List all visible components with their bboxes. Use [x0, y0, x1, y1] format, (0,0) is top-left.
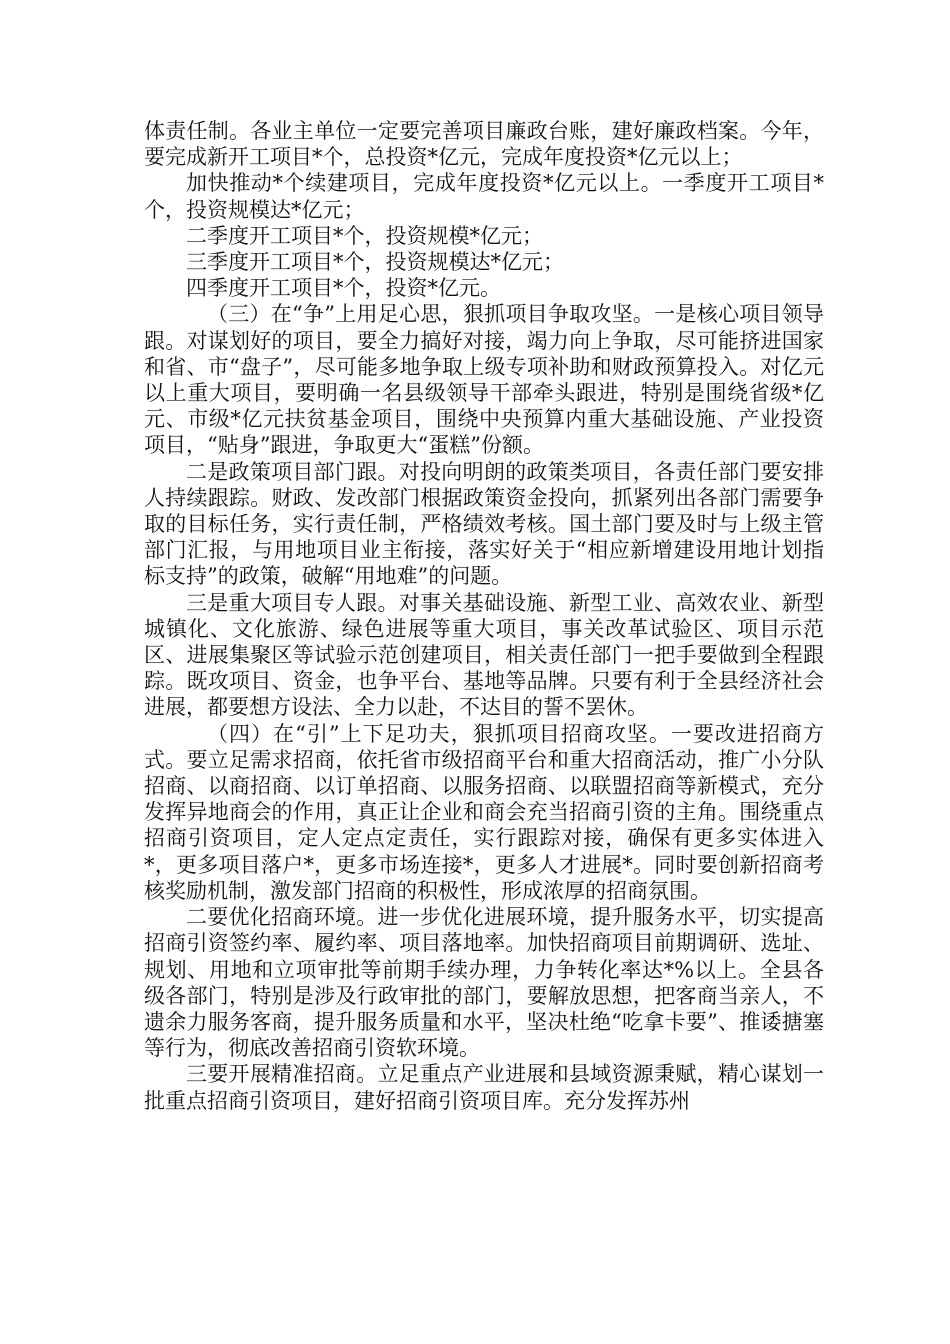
paragraph-policy-projects: 二是政策项目部门跟。对投向明朗的政策类项目，各责任部门要安排人持续跟踪。财政、发改部门根据政策资金投向，抓紧列出各部门需要争取的目标任务，实行责任制，严格绩效考核。国土部门要及时与上级主管部门汇报，与用地项目业主衔接，落实好关于“相应新增建设用地计划指标支持”的政策，破解“用地难”的问题。 [144, 459, 824, 589]
paragraph-q4-projects: 四季度开工项目*个，投资*亿元。 [186, 276, 501, 301]
paragraph-q2-projects: 二季度开工项目*个，投资规模*亿元； [186, 223, 543, 248]
paragraph-investment-environment: 二要优化招商环境。进一步优化进展环境，提升服务水平，切实提高招商引资签约率、履约率、项目落地率。加快招商项目前期调研、选址、规划、用地和立项审批等前期手续办理，力争转化率达*%以上。全县各级各部门，特别是涉及行政审批的部门，要解放思想，把客商当亲人，不遗余力服务客商，提升服务质量和水平，坚决杜绝“吃拿卡要”、推诿搪塞等行为，彻底改善招商引资软环境。 [144, 905, 824, 1061]
paragraph-section-four: （四）在“引”上下足功夫，狠抓项目招商攻坚。一要改进招商方式。要立足需求招商，依托省市级招商平台和重大招商活动，推广小分队招商、以商招商、以订单招商、以服务招商、以联盟招商等新模式，充分发挥异地商会的作用，真正让企业和商会充当招商引资的主角。围绕重点招商引资项目，定人定点定责任，实行跟踪对接，确保有更多实体进入*，更多项目落户*，更多市场连接*，更多人才进展*。同时要创新招商考核奖励机制，激发部门招商的积极性，形成浓厚的招商氛围。 [144, 721, 824, 903]
paragraph-section-three: （三）在“争”上用足心思，狠抓项目争取攻坚。一是核心项目领导跟。对谋划好的项目，要全力搞好对接，竭力向上争取，尽可能挤进国家和省、市“盘子”，尽可能多地争取上级专项补助和财政预算投入。对亿元以上重大项目，要明确一名县级领导干部牵头跟进，特别是围绕省级*亿元、市级*亿元扶贫基金项目，围绕中央预算内重大基础设施、产业投资项目，“贴身”跟进，争取更大“蛋糕”份额。 [144, 302, 824, 458]
paragraph-q3-projects: 三季度开工项目*个，投资规模达*亿元； [186, 250, 564, 275]
paragraph-major-projects: 三是重大项目专人跟。对事关基础设施、新型工业、高效农业、新型城镇化、文化旅游、绿色进展等重大项目，事关改革试验区、项目示范区、进展集聚区等试验示范创建项目，相关责任部门一把手要做到全程跟踪。既攻项目、资金，也争平台、基地等品牌。只要有利于全县经济社会进展，都要想方设法、全力以赴，不达目的誓不罢休。 [144, 590, 824, 720]
paragraph-responsibility-targets: 体责任制。各业主单位一定要完善项目廉政台账，建好廉政档案。今年，要完成新开工项目*个，总投资*亿元，完成年度投资*亿元以上； [144, 119, 824, 170]
paragraph-precise-investment: 三要开展精准招商。立足重点产业进展和县域资源秉赋，精心谋划一批重点招商引资项目，建好招商引资项目库。充分发挥苏州 [144, 1062, 824, 1113]
paragraph-continuing-projects: 加快推动*个续建项目，完成年度投资*亿元以上。一季度开工项目*个，投资规模达*亿元； [144, 171, 824, 222]
document-body [144, 118, 824, 1114]
